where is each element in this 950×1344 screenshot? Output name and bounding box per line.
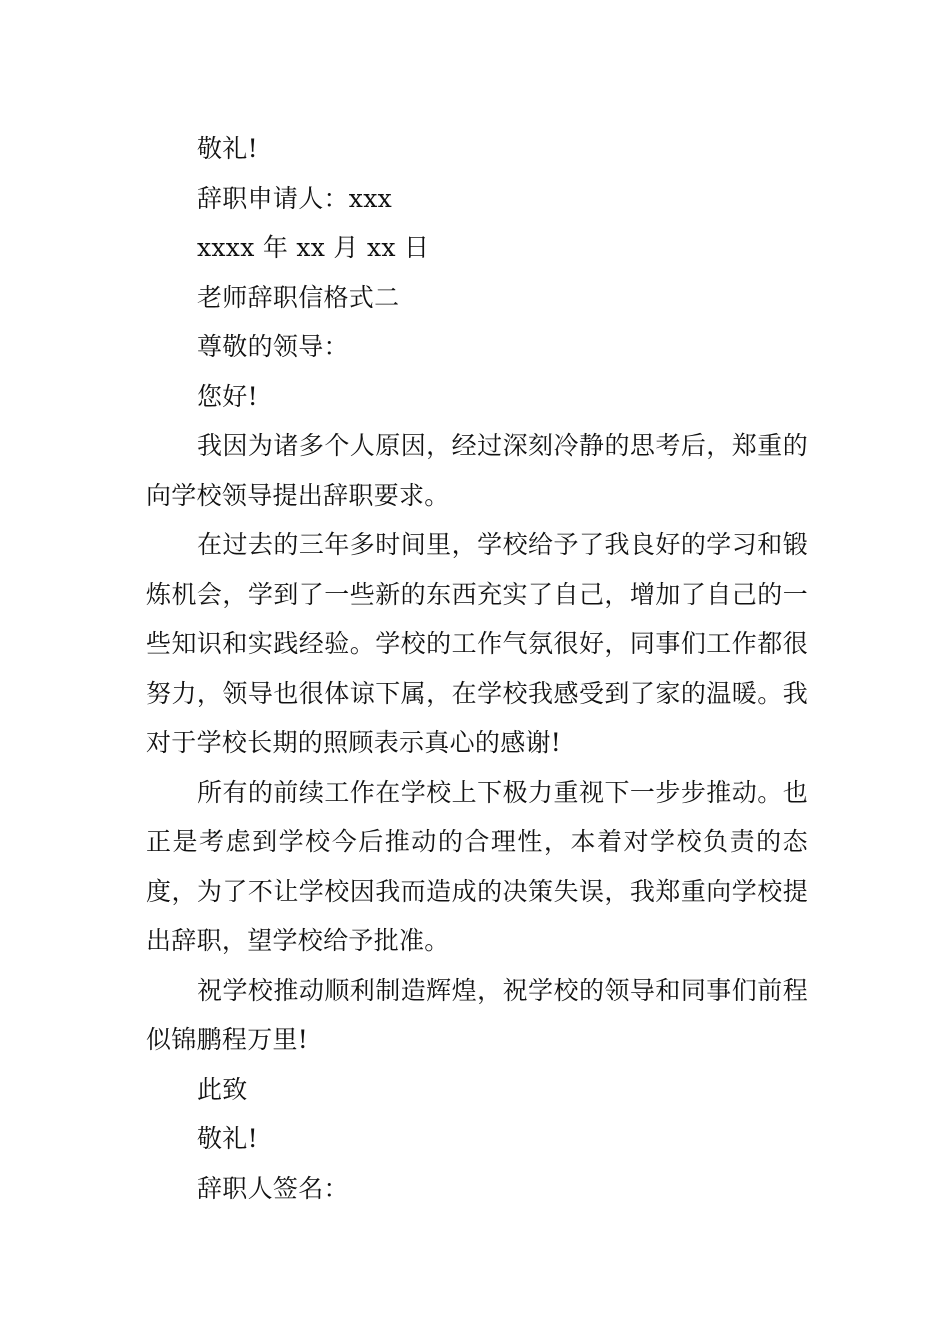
closing-cizhi: 此致 bbox=[197, 1074, 248, 1104]
applicant-line: 辞职申请人：xxx bbox=[197, 183, 392, 213]
paragraph-2: 在过去的三年多时间里，学校给予了我良好的学习和锻炼机会，学到了一些新的东西充实了自己，增加了自己的一些知识和实践经验。学校的工作气氛很好，同事们工作都很努力，领导也很体谅下属，在学校我感受到了家的温暖。我对于学校长期的照顾表示真心的感谢! bbox=[146, 530, 808, 757]
paragraph-4: 祝学校推动顺利制造辉煌，祝学校的领导和同事们前程似锦鹏程万里! bbox=[146, 975, 808, 1054]
section-title: 老师辞职信格式二 bbox=[197, 282, 400, 312]
closing-jingli: 敬礼! bbox=[197, 1124, 258, 1153]
date-line: xxxx 年 xx 月 xx 日 bbox=[197, 233, 430, 262]
paragraph-1: 我因为诸多个人原因，经过深刻冷静的思考后，郑重的向学校领导提出辞职要求。 bbox=[146, 431, 808, 510]
greeting-hello: 您好! bbox=[197, 381, 258, 411]
letter-body bbox=[146, 124, 808, 1213]
salutation-closing: 敬礼! bbox=[197, 134, 258, 163]
signature-line: 辞职人签名： bbox=[197, 1173, 349, 1203]
paragraph-3: 所有的前续工作在学校上下极力重视下一步步推动。也正是考虑到学校今后推动的合理性，本着对学校负责的态度，为了不让学校因我而造成的决策失误，我郑重向学校提出辞职，望学校给予批准。 bbox=[146, 777, 808, 955]
greeting-recipient: 尊敬的领导： bbox=[197, 332, 349, 361]
